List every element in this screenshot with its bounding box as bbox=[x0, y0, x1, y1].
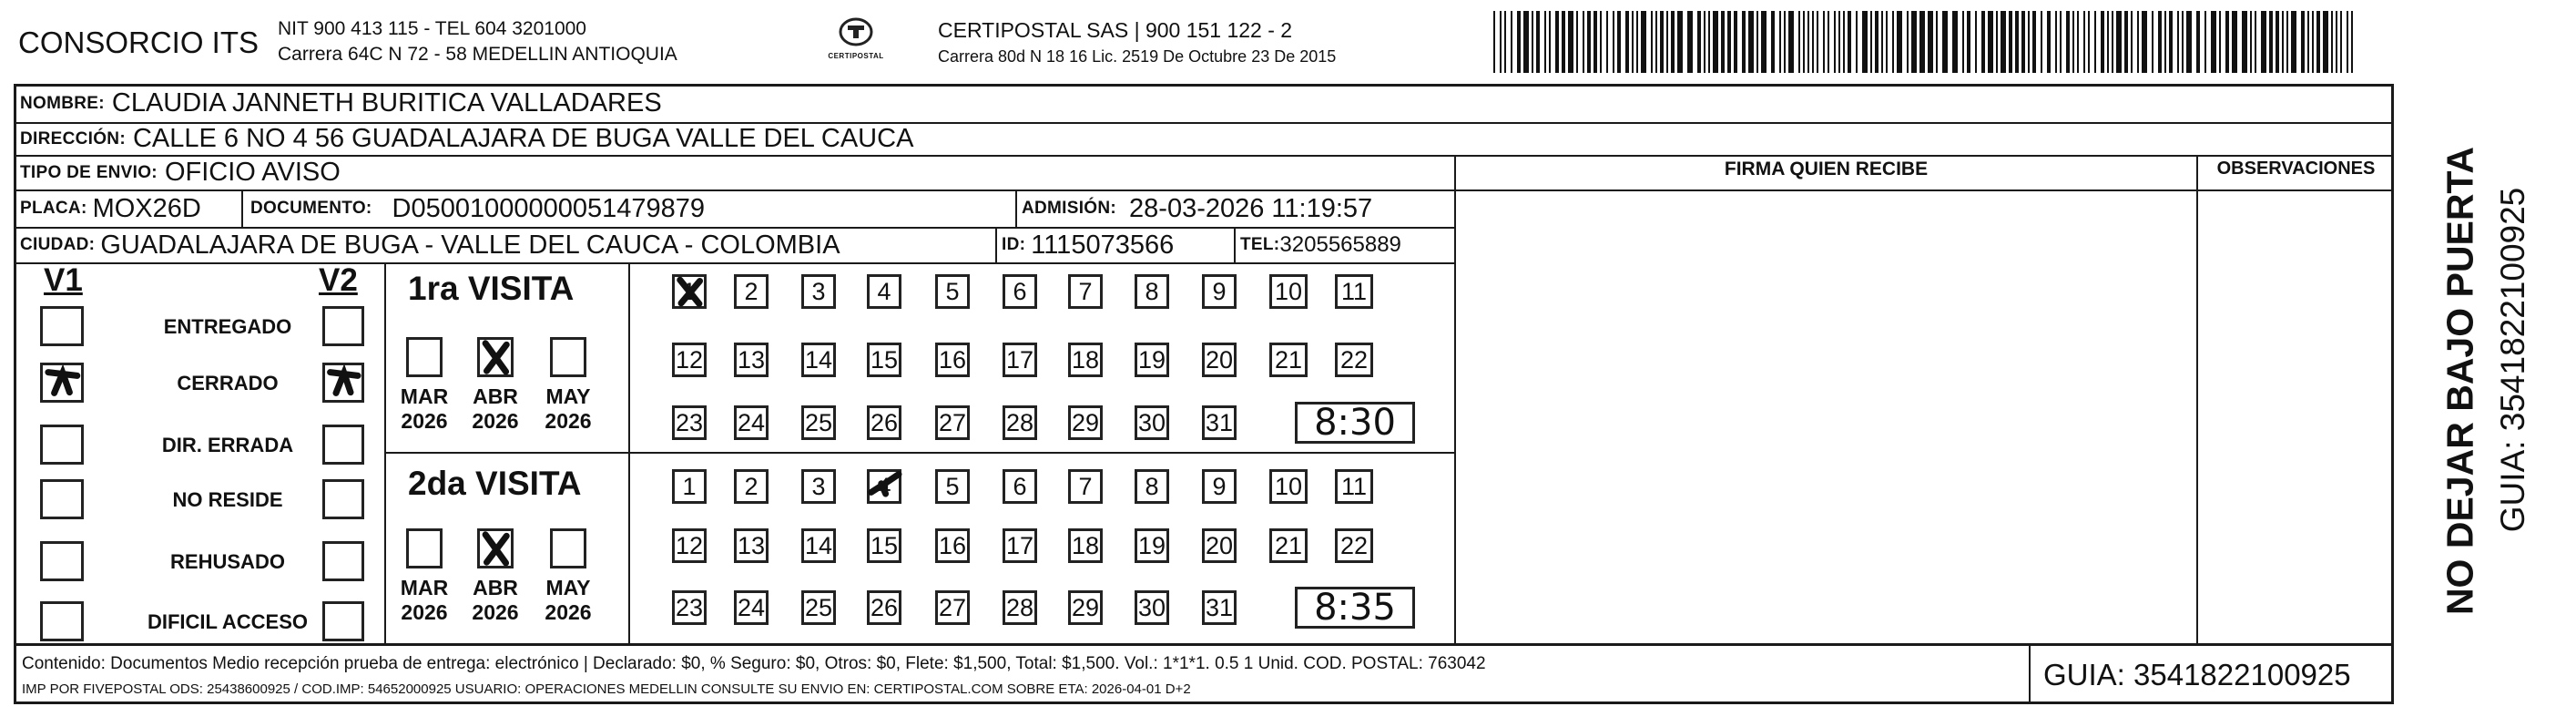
day-box[interactable]: 18 bbox=[1068, 528, 1103, 563]
day-box[interactable]: 20 bbox=[1202, 343, 1237, 377]
day-box[interactable]: 12 bbox=[672, 528, 707, 563]
barcode-bar bbox=[2232, 11, 2237, 73]
barcode-bar bbox=[1803, 11, 1805, 73]
barcode-bar bbox=[2028, 11, 2030, 73]
month-name: MAY bbox=[545, 384, 591, 408]
day-box[interactable]: 23 bbox=[672, 405, 707, 440]
header bbox=[0, 0, 2576, 84]
barcode-bar bbox=[2066, 11, 2070, 73]
id-cell bbox=[1002, 228, 1174, 262]
v2-header: V2 bbox=[319, 262, 358, 298]
day-box[interactable]: 21 bbox=[1269, 343, 1308, 377]
barcode-bar bbox=[1600, 11, 1602, 73]
barcode-bar bbox=[2164, 11, 2166, 73]
barcode-bar bbox=[1870, 11, 1872, 73]
barcode-bar bbox=[2101, 11, 2104, 73]
barcode-bar bbox=[1817, 11, 1818, 73]
barcode-bar bbox=[2088, 11, 2090, 73]
month-name: MAY bbox=[545, 576, 591, 599]
barcode-bar bbox=[1848, 11, 1851, 73]
day-box[interactable]: 7 bbox=[1068, 469, 1103, 504]
day-box[interactable]: 1 bbox=[672, 274, 707, 309]
day-box[interactable]: 9 bbox=[1202, 274, 1237, 309]
barcode-bar bbox=[1697, 11, 1701, 73]
barcode-bar bbox=[2001, 11, 2006, 73]
status-label: ENTREGADO bbox=[163, 315, 292, 338]
barcode-bar bbox=[2255, 11, 2256, 73]
status-label: REHUSADO bbox=[170, 550, 285, 573]
barcode-bar bbox=[2307, 11, 2309, 73]
certipostal-logo bbox=[806, 16, 906, 71]
day-box[interactable]: 27 bbox=[935, 590, 970, 625]
barcode-bar bbox=[2323, 11, 2328, 73]
barcode-bar bbox=[1587, 11, 1591, 73]
barcode-bar bbox=[1771, 11, 1775, 73]
barcode-bar bbox=[1708, 11, 1710, 73]
day-box[interactable]: 5 bbox=[935, 469, 970, 504]
firma-header: FIRMA QUIEN RECIBE bbox=[1724, 159, 1929, 179]
day-box[interactable]: 4 bbox=[867, 469, 901, 504]
barcode-bar bbox=[2182, 11, 2184, 73]
footer-contenido: Contenido: Documentos Medio recepción prueba de entrega: electrónico | Declarado: $0, % Seguro: $0, Otros: $0, Flete: $1,500, Total: $1,500. Vol.: 1*1*1. 0.5 1 Unid. COD. POSTAL: 763042 bbox=[22, 654, 1486, 673]
barcode-bar bbox=[2301, 11, 2305, 73]
day-box[interactable]: 10 bbox=[1269, 274, 1308, 309]
id-value: 1115073566 bbox=[1031, 230, 1175, 260]
day-box[interactable]: 1 bbox=[672, 469, 707, 504]
barcode-bar bbox=[2351, 11, 2353, 73]
visit-time[interactable]: 8:35 bbox=[1295, 587, 1415, 629]
barcode bbox=[1493, 11, 2358, 73]
barcode-bar bbox=[1823, 11, 1825, 73]
month-year: 2026 bbox=[401, 409, 448, 433]
barcode-bar bbox=[2219, 11, 2221, 73]
barcode-bar bbox=[1798, 11, 1800, 73]
day-box[interactable]: 16 bbox=[935, 343, 970, 377]
day-box[interactable]: 2 bbox=[734, 469, 769, 504]
day-box[interactable]: 21 bbox=[1269, 528, 1308, 563]
barcode-bar bbox=[2015, 11, 2019, 73]
divider bbox=[1015, 190, 1017, 227]
barcode-bar bbox=[2137, 11, 2139, 73]
barcode-bar bbox=[1856, 11, 1858, 73]
nombre-label: NOMBRE: bbox=[20, 93, 105, 113]
admision-label: ADMISIÓN: bbox=[1022, 199, 1117, 218]
admision-value: 28-03-2026 11:19:57 bbox=[1129, 193, 1373, 223]
barcode-bar bbox=[2158, 11, 2162, 73]
day-box[interactable]: 11 bbox=[1335, 469, 1373, 504]
day-box[interactable]: 13 bbox=[734, 528, 769, 563]
check-mark-icon bbox=[675, 277, 704, 306]
barcode-bar bbox=[2250, 11, 2252, 73]
month-year: 2026 bbox=[401, 600, 448, 624]
day-box[interactable]: 8 bbox=[1135, 274, 1169, 309]
day-box[interactable]: 28 bbox=[1003, 405, 1037, 440]
barcode-bar bbox=[1942, 11, 1948, 73]
barcode-bar bbox=[1996, 11, 1998, 73]
barcode-bar bbox=[2225, 11, 2229, 73]
divider bbox=[2029, 643, 2031, 704]
day-box[interactable]: 3 bbox=[801, 469, 836, 504]
nombre-value: CLAUDIA JANNETH BURITICA VALLADARES bbox=[111, 88, 662, 118]
observaciones-header: OBSERVACIONES bbox=[2216, 159, 2376, 179]
barcode-bar bbox=[1660, 11, 1664, 73]
barcode-bar bbox=[2094, 11, 2096, 73]
status-list bbox=[0, 0, 384, 727]
check-mark-icon bbox=[43, 365, 81, 400]
barcode-bar bbox=[1511, 11, 1512, 73]
barcode-bar bbox=[2276, 11, 2279, 73]
day-box[interactable]: 16 bbox=[935, 528, 970, 563]
month-name: MAR bbox=[400, 576, 449, 599]
barcode-bar bbox=[1981, 11, 1985, 73]
barcode-bar bbox=[1843, 11, 1845, 73]
month-name: ABR bbox=[473, 384, 518, 408]
month-label bbox=[466, 384, 524, 434]
barcode-bar bbox=[1517, 11, 1521, 73]
barcode-bar bbox=[1625, 11, 1629, 73]
footer-imp: IMP POR FIVEPOSTAL ODS: 25438600925 / COD.IMP: 54652000925 USUARIO: OPERACIONES MEDELLIN CONSULTE SU ENVIO EN: CERTIPOSTAL.COM SOBRE ETA: 2026-04-01 D+2 bbox=[22, 681, 1191, 697]
day-box[interactable]: 17 bbox=[1003, 343, 1037, 377]
barcode-bar bbox=[2047, 11, 2051, 73]
barcode-bar bbox=[1784, 11, 1786, 73]
barcode-bar bbox=[1666, 11, 1668, 73]
check-mark-icon bbox=[480, 531, 511, 566]
day-box[interactable]: 30 bbox=[1135, 405, 1169, 440]
barcode-bar bbox=[1788, 11, 1794, 73]
barcode-bar bbox=[2269, 11, 2273, 73]
barcode-bar bbox=[1632, 11, 1634, 73]
day-box[interactable]: 27 bbox=[935, 405, 970, 440]
barcode-bar bbox=[2107, 11, 2109, 73]
barcode-bar bbox=[1493, 11, 1495, 73]
barcode-bar bbox=[1727, 11, 1731, 73]
barcode-bar bbox=[1862, 11, 1868, 73]
tipo-label: TIPO DE ENVIO: bbox=[20, 162, 158, 182]
barcode-bar bbox=[2169, 11, 2173, 73]
barcode-bar bbox=[2131, 11, 2133, 73]
barcode-bar bbox=[1536, 11, 1540, 73]
barcode-bar bbox=[1907, 11, 1909, 73]
barcode-bar bbox=[1919, 11, 1925, 73]
barcode-bar bbox=[2211, 11, 2216, 73]
documento-label: DOCUMENTO: bbox=[250, 199, 372, 218]
day-box[interactable]: 8 bbox=[1135, 469, 1169, 504]
barcode-bar bbox=[2041, 11, 2042, 73]
barcode-bar bbox=[1651, 11, 1653, 73]
divider bbox=[384, 263, 386, 644]
footer-guia: GUIA: 3541822100925 bbox=[2043, 658, 2351, 691]
v1-checkbox[interactable] bbox=[40, 363, 84, 403]
barcode-bar bbox=[1617, 11, 1621, 73]
day-box[interactable]: 5 bbox=[935, 274, 970, 309]
month-checkbox[interactable] bbox=[406, 337, 443, 377]
divider bbox=[2196, 155, 2198, 644]
barcode-bar bbox=[1742, 11, 1746, 73]
barcode-bar bbox=[1677, 11, 1683, 73]
barcode-bar bbox=[1756, 11, 1758, 73]
month-checkbox[interactable] bbox=[550, 528, 586, 568]
v1-checkbox[interactable] bbox=[40, 425, 84, 465]
status-label: DIR. ERRADA bbox=[161, 434, 294, 456]
barcode-bar bbox=[1892, 11, 1894, 73]
visit-time[interactable]: 8:30 bbox=[1295, 402, 1415, 444]
barcode-bar bbox=[1523, 11, 1529, 73]
carrier-address: Carrera 80d N 18 16 Lic. 2519 De Octubre 23 De 2015 bbox=[938, 47, 1337, 66]
ciudad-label: CIUDAD: bbox=[20, 235, 96, 254]
month-label bbox=[539, 384, 597, 434]
certipostal-logo-icon bbox=[838, 16, 874, 47]
side-guia: GUIA: 3541822100925 bbox=[2494, 187, 2531, 533]
v1-checkbox[interactable] bbox=[40, 541, 84, 581]
day-box[interactable]: 6 bbox=[1003, 469, 1037, 504]
placa-label: PLACA: bbox=[20, 199, 87, 218]
barcode-bar bbox=[1928, 11, 1933, 73]
barcode-bar bbox=[1875, 11, 1879, 73]
barcode-bar bbox=[1761, 11, 1767, 73]
barcode-bar bbox=[1911, 11, 1917, 73]
barcode-bar bbox=[1549, 11, 1551, 73]
company-name: CONSORCIO ITS bbox=[18, 26, 260, 59]
month-label bbox=[466, 576, 524, 625]
barcode-bar bbox=[2060, 11, 2062, 73]
barcode-bar bbox=[2316, 11, 2320, 73]
barcode-bar bbox=[2196, 11, 2200, 73]
barcode-bar bbox=[1562, 11, 1565, 73]
month-label bbox=[395, 384, 453, 434]
day-box[interactable]: 17 bbox=[1003, 528, 1037, 563]
month-label bbox=[539, 576, 597, 625]
day-box[interactable]: 23 bbox=[672, 590, 707, 625]
divider bbox=[1454, 155, 1456, 644]
month-checkbox[interactable] bbox=[477, 337, 514, 377]
check-mark-icon bbox=[480, 340, 511, 374]
barcode-bar bbox=[1881, 11, 1883, 73]
direccion-value: CALLE 6 NO 4 56 GUADALAJARA DE BUGA VALLE DEL CAUCA bbox=[132, 124, 914, 153]
barcode-bar bbox=[1962, 11, 1964, 73]
day-box[interactable]: 25 bbox=[801, 405, 836, 440]
barcode-bar bbox=[2083, 11, 2085, 73]
day-box[interactable]: 7 bbox=[1068, 274, 1103, 309]
barcode-bar bbox=[2286, 11, 2288, 73]
barcode-bar bbox=[1967, 11, 1970, 73]
check-mark-icon bbox=[870, 472, 899, 501]
barcode-bar bbox=[1779, 11, 1781, 73]
divider bbox=[995, 228, 997, 262]
id-label: ID: bbox=[1002, 235, 1026, 254]
company-nit: NIT 900 413 115 - TEL 604 3201000 bbox=[278, 18, 586, 39]
certipostal-logo-text: CERTIPOSTAL bbox=[828, 52, 884, 60]
barcode-bar bbox=[2142, 11, 2147, 73]
barcode-bar bbox=[1734, 11, 1737, 73]
status-label: NO RESIDE bbox=[172, 488, 283, 511]
day-box[interactable]: 19 bbox=[1135, 343, 1169, 377]
barcode-bar bbox=[2116, 11, 2122, 73]
status-label: CERRADO bbox=[177, 372, 279, 394]
ciudad-value: GUADALAJARA DE BUGA - VALLE DEL CAUCA - COLOMBIA bbox=[100, 230, 840, 260]
tipo-value: OFICIO AVISO bbox=[164, 158, 341, 187]
day-box[interactable]: 14 bbox=[801, 343, 836, 377]
barcode-bar bbox=[2077, 11, 2079, 73]
day-box[interactable]: 3 bbox=[801, 274, 836, 309]
admision-cell bbox=[1022, 190, 1372, 227]
divider bbox=[1234, 228, 1236, 262]
barcode-bar bbox=[2242, 11, 2247, 73]
day-box[interactable]: 13 bbox=[734, 343, 769, 377]
documento-value: D05001000000051479879 bbox=[392, 193, 706, 223]
barcode-bar bbox=[2112, 11, 2113, 73]
barcode-bar bbox=[1636, 11, 1638, 73]
barcode-bar bbox=[1807, 11, 1809, 73]
day-box[interactable]: 6 bbox=[1003, 274, 1037, 309]
barcode-bar bbox=[2177, 11, 2179, 73]
barcode-bar bbox=[2204, 11, 2206, 73]
v1-header: V1 bbox=[44, 262, 83, 298]
day-box[interactable]: 15 bbox=[867, 528, 901, 563]
barcode-bar bbox=[2312, 11, 2314, 73]
barcode-bar bbox=[1748, 11, 1754, 73]
tel-cell bbox=[1240, 228, 1401, 262]
barcode-bar bbox=[2055, 11, 2057, 73]
barcode-bar bbox=[2072, 11, 2074, 73]
v1-checkbox[interactable] bbox=[40, 601, 84, 641]
month-year: 2026 bbox=[472, 409, 519, 433]
direccion-label: DIRECCIÓN: bbox=[20, 128, 126, 148]
month-name: MAR bbox=[400, 384, 449, 408]
barcode-bar bbox=[1988, 11, 1993, 73]
barcode-bar bbox=[1641, 11, 1646, 73]
barcode-bar bbox=[1500, 11, 1502, 73]
barcode-bar bbox=[2032, 11, 2036, 73]
month-year: 2026 bbox=[545, 600, 592, 624]
barcode-bar bbox=[1583, 11, 1584, 73]
tel-value: 3205565889 bbox=[1279, 232, 1401, 257]
barcode-bar bbox=[1721, 11, 1725, 73]
barcode-bar bbox=[1504, 11, 1506, 73]
barcode-bar bbox=[2291, 11, 2296, 73]
month-name: ABR bbox=[473, 576, 518, 599]
month-year: 2026 bbox=[545, 409, 592, 433]
barcode-bar bbox=[1613, 11, 1614, 73]
month-checkbox[interactable] bbox=[406, 528, 443, 568]
v1-checkbox[interactable] bbox=[40, 479, 84, 519]
barcode-bar bbox=[2124, 11, 2128, 73]
day-box[interactable]: 2 bbox=[734, 274, 769, 309]
barcode-bar bbox=[1952, 11, 1958, 73]
barcode-bar bbox=[1606, 11, 1608, 73]
day-box[interactable]: 31 bbox=[1202, 590, 1237, 625]
barcode-bar bbox=[1576, 11, 1578, 73]
barcode-bar bbox=[2282, 11, 2284, 73]
day-box[interactable]: 14 bbox=[801, 528, 836, 563]
carrier-name: CERTIPOSTAL SAS | 900 151 122 - 2 bbox=[938, 18, 1293, 42]
barcode-bar bbox=[1834, 11, 1836, 73]
day-box[interactable]: 22 bbox=[1335, 528, 1373, 563]
day-box[interactable]: 20 bbox=[1202, 528, 1237, 563]
barcode-bar bbox=[1704, 11, 1705, 73]
month-label bbox=[395, 576, 453, 625]
day-box[interactable]: 12 bbox=[672, 343, 707, 377]
barcode-bar bbox=[1655, 11, 1657, 73]
month-year: 2026 bbox=[472, 600, 519, 624]
barcode-bar bbox=[1828, 11, 1829, 73]
day-box[interactable]: 25 bbox=[801, 590, 836, 625]
barcode-bar bbox=[1687, 11, 1693, 73]
day-box[interactable]: 22 bbox=[1335, 343, 1373, 377]
barcode-bar bbox=[1812, 11, 1814, 73]
barcode-bar bbox=[2336, 11, 2337, 73]
barcode-bar bbox=[1671, 11, 1675, 73]
day-box[interactable]: 30 bbox=[1135, 590, 1169, 625]
barcode-bar bbox=[2261, 11, 2266, 73]
barcode-bar bbox=[2340, 11, 2342, 73]
placa-value: MOX26D bbox=[92, 193, 201, 223]
barcode-bar bbox=[1936, 11, 1938, 73]
v1-checkbox[interactable] bbox=[40, 306, 84, 346]
month-checkbox[interactable] bbox=[550, 337, 586, 377]
day-box[interactable]: 24 bbox=[734, 590, 769, 625]
barcode-bar bbox=[1532, 11, 1533, 73]
barcode-bar bbox=[1897, 11, 1902, 73]
day-box[interactable]: 4 bbox=[867, 274, 901, 309]
barcode-bar bbox=[1544, 11, 1546, 73]
status-label: DIFICIL ACCESO bbox=[147, 610, 308, 633]
barcode-bar bbox=[1975, 11, 1977, 73]
side-warning: NO DEJAR BAJO PUERTA bbox=[2439, 146, 2481, 616]
barcode-bar bbox=[2331, 11, 2333, 73]
day-box[interactable]: 28 bbox=[1003, 590, 1037, 625]
first-visit-title: 1ra VISITA bbox=[408, 270, 575, 307]
second-visit-title: 2da VISITA bbox=[408, 465, 582, 502]
barcode-bar bbox=[1886, 11, 1888, 73]
day-box[interactable]: 10 bbox=[1269, 469, 1308, 504]
day-box[interactable]: 19 bbox=[1135, 528, 1169, 563]
barcode-bar bbox=[1713, 11, 1718, 73]
day-box[interactable]: 26 bbox=[867, 405, 901, 440]
barcode-bar bbox=[2021, 11, 2025, 73]
day-box[interactable]: 24 bbox=[734, 405, 769, 440]
day-box[interactable]: 29 bbox=[1068, 590, 1103, 625]
barcode-bar bbox=[1555, 11, 1559, 73]
divider bbox=[2196, 189, 2394, 191]
divider bbox=[628, 263, 630, 644]
tel-label: TEL: bbox=[1240, 235, 1280, 254]
barcode-bar bbox=[2347, 11, 2348, 73]
day-box[interactable]: 31 bbox=[1202, 405, 1237, 440]
barcode-bar bbox=[1838, 11, 1840, 73]
barcode-bar bbox=[1568, 11, 1573, 73]
day-box[interactable]: 9 bbox=[1202, 469, 1237, 504]
company-address: Carrera 64C N 72 - 58 MEDELLIN ANTIOQUIA bbox=[278, 44, 677, 65]
barcode-bar bbox=[2152, 11, 2153, 73]
barcode-bar bbox=[1593, 11, 1597, 73]
divider bbox=[385, 452, 1454, 454]
day-box[interactable]: 26 bbox=[867, 590, 901, 625]
day-box[interactable]: 29 bbox=[1068, 405, 1103, 440]
divider bbox=[2394, 84, 2396, 704]
barcode-bar bbox=[2186, 11, 2192, 73]
day-box[interactable]: 15 bbox=[867, 343, 901, 377]
day-box[interactable]: 11 bbox=[1335, 274, 1373, 309]
barcode-bar bbox=[2009, 11, 2012, 73]
month-checkbox[interactable] bbox=[477, 528, 514, 568]
day-box[interactable]: 18 bbox=[1068, 343, 1103, 377]
